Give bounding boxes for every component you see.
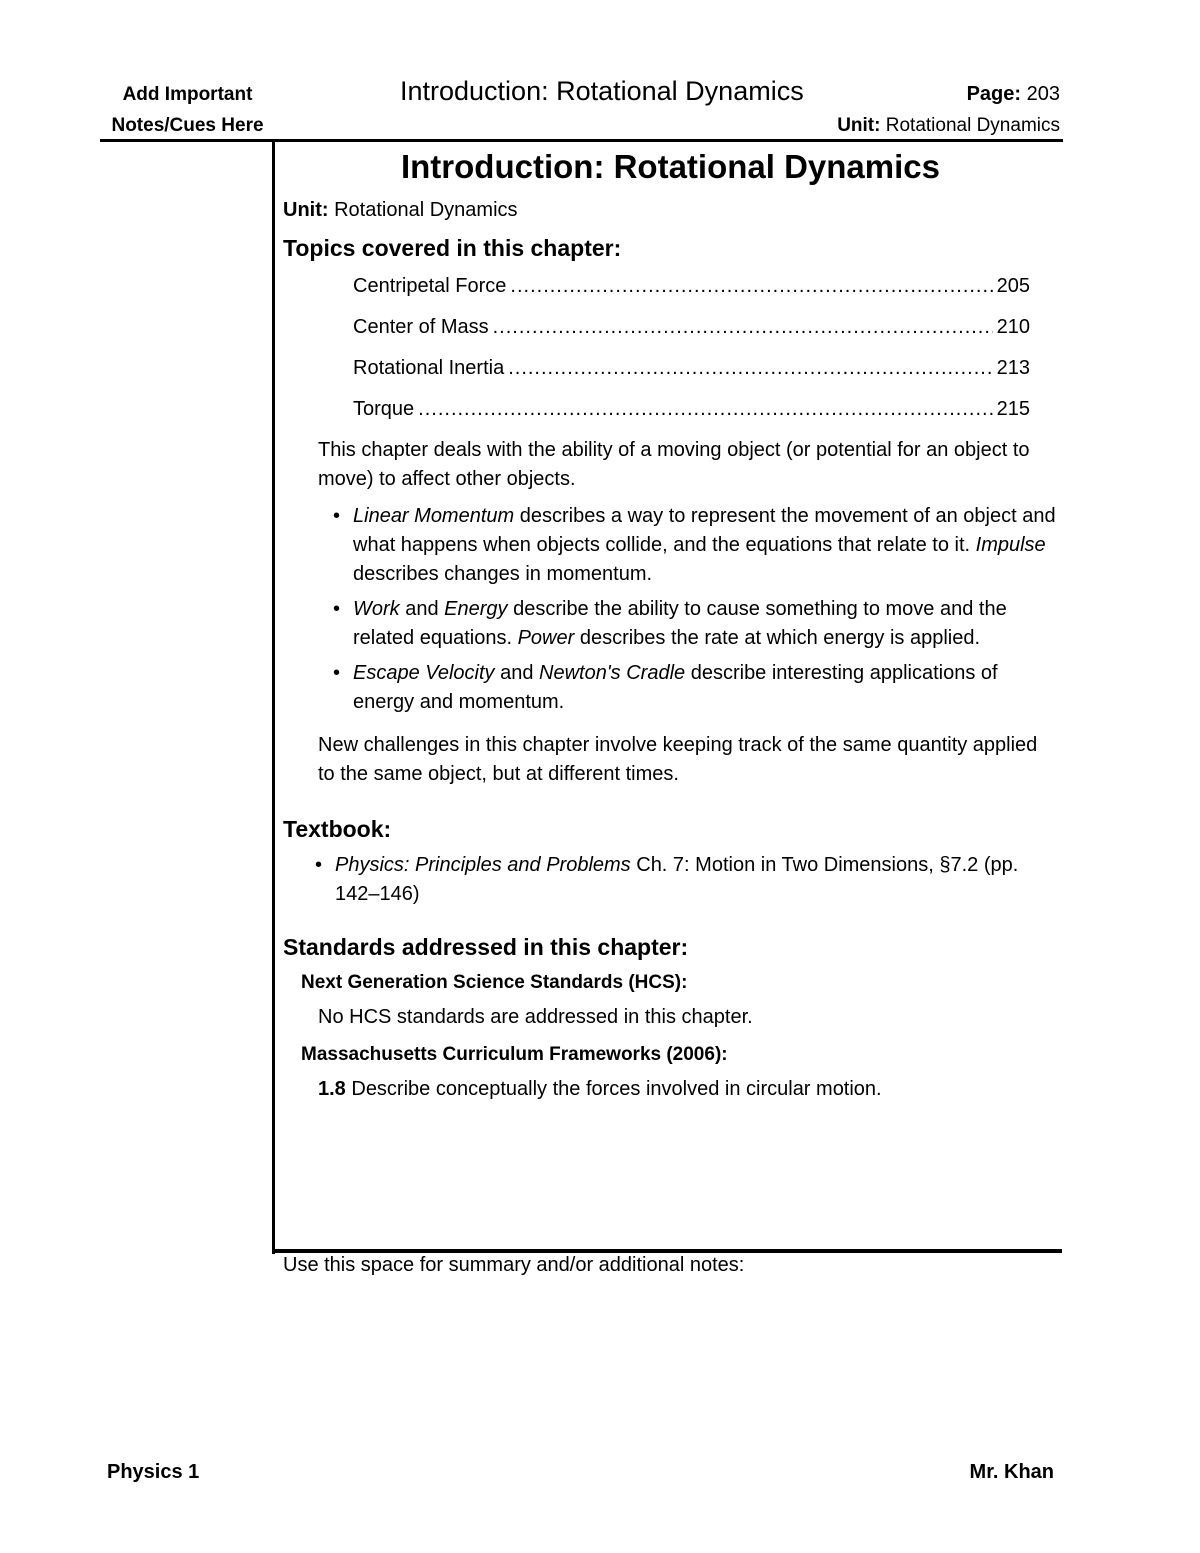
standard-code: 1.8: [318, 1078, 346, 1100]
bullet-text: describes a way to represent the movement of an object and what happens when objects collide, and the equations that relate to it.: [353, 505, 1056, 556]
term: Linear Momentum: [353, 505, 515, 527]
unit-name: Rotational Dynamics: [885, 115, 1060, 136]
page-title: Introduction: Rotational Dynamics: [400, 148, 941, 185]
topic-item[interactable]: [353, 354, 1030, 382]
term: Power: [517, 627, 575, 649]
term: Newton's Cradle: [539, 662, 686, 684]
unit-label: Unit:: [837, 115, 881, 136]
term: Escape Velocity: [353, 662, 495, 684]
unit-line: [283, 196, 1058, 224]
leader-dots: [493, 313, 993, 341]
topic-name: Centripetal Force: [353, 275, 507, 297]
standard-text: Describe conceptually the forces involved in circular motion.: [345, 1078, 882, 1100]
term: Energy: [444, 598, 508, 620]
cue-column-label: Add Important: [122, 84, 253, 105]
topic-name: Torque: [353, 398, 415, 420]
bullet-applications: [331, 659, 1058, 717]
header-title: Introduction: Rotational Dynamics: [400, 76, 804, 106]
standards-heading: Standards addressed in this chapter:: [283, 934, 689, 960]
topic-item[interactable]: [353, 272, 1030, 300]
unit-line-name: Rotational Dynamics: [334, 199, 518, 221]
footer-teacher: Mr. Khan: [969, 1461, 1054, 1483]
leader-dots: [510, 272, 992, 300]
topic-page: 213: [996, 357, 1030, 379]
unit-line-label: Unit:: [283, 199, 329, 221]
topic-page: 215: [996, 398, 1030, 420]
footer-course: Physics 1: [107, 1461, 200, 1483]
intro-paragraph: This chapter deals with the ability of a moving object (or potential for an object to move) to affect other objects.: [318, 439, 1030, 490]
bullet-text: and: [399, 598, 445, 620]
textbook-list: [283, 851, 1058, 909]
ngss-text: No HCS standards are addressed in this chapter.: [318, 1006, 753, 1028]
notes-column: [283, 144, 1058, 1103]
topic-item[interactable]: [353, 395, 1030, 423]
header-unit: [837, 110, 1060, 141]
summary-label: Use this space for summary and/or additional notes:: [283, 1254, 745, 1276]
cue-column-divider: [272, 139, 275, 1254]
header-page: [967, 79, 1060, 110]
textbook-item: [313, 851, 1058, 909]
cue-column-label-2: Notes/Cues Here: [111, 115, 264, 136]
topic-page: 210: [996, 316, 1030, 338]
leader-dots: [418, 395, 992, 423]
mass-heading: Massachusetts Curriculum Frameworks (2006):: [301, 1044, 728, 1065]
page-label: Page:: [966, 83, 1022, 105]
bullet-momentum: [331, 502, 1058, 589]
bullet-text: and: [494, 662, 540, 684]
ngss-heading: Next Generation Science Standards (HCS):: [301, 972, 688, 993]
topics-heading: Topics covered in this chapter:: [283, 235, 622, 261]
bullet-text: describe interesting applications of energy and momentum.: [353, 662, 998, 713]
bullet-text: describes the rate at which energy is applied.: [574, 627, 981, 649]
term: Impulse: [975, 534, 1046, 556]
header-divider: [100, 139, 1063, 142]
mass-standard: [283, 1075, 1058, 1103]
leader-dots: [508, 354, 992, 382]
textbook-details: Ch. 7: Motion in Two Dimensions, §7.2 (pp. 142–146): [335, 854, 1019, 905]
bullet-work-energy: [331, 595, 1058, 653]
textbook-heading: Textbook:: [283, 816, 392, 842]
bullet-text: describes changes in momentum.: [353, 563, 653, 585]
term: Work: [353, 598, 400, 620]
content-bullets: [283, 502, 1058, 717]
topics-list: [283, 272, 1030, 423]
textbook-title: Physics: Principles and Problems: [335, 854, 631, 876]
page-number: 203: [1026, 83, 1060, 105]
topic-page: 205: [996, 275, 1030, 297]
topic-name: Rotational Inertia: [353, 357, 505, 379]
challenges-paragraph: New challenges in this chapter involve keeping track of the same quantity applied to the same object, but at different times.: [318, 734, 1038, 785]
topic-name: Center of Mass: [353, 316, 489, 338]
topic-item[interactable]: [353, 313, 1030, 341]
bullet-text: describe the ability to cause something to move and the related equations.: [353, 598, 1007, 649]
